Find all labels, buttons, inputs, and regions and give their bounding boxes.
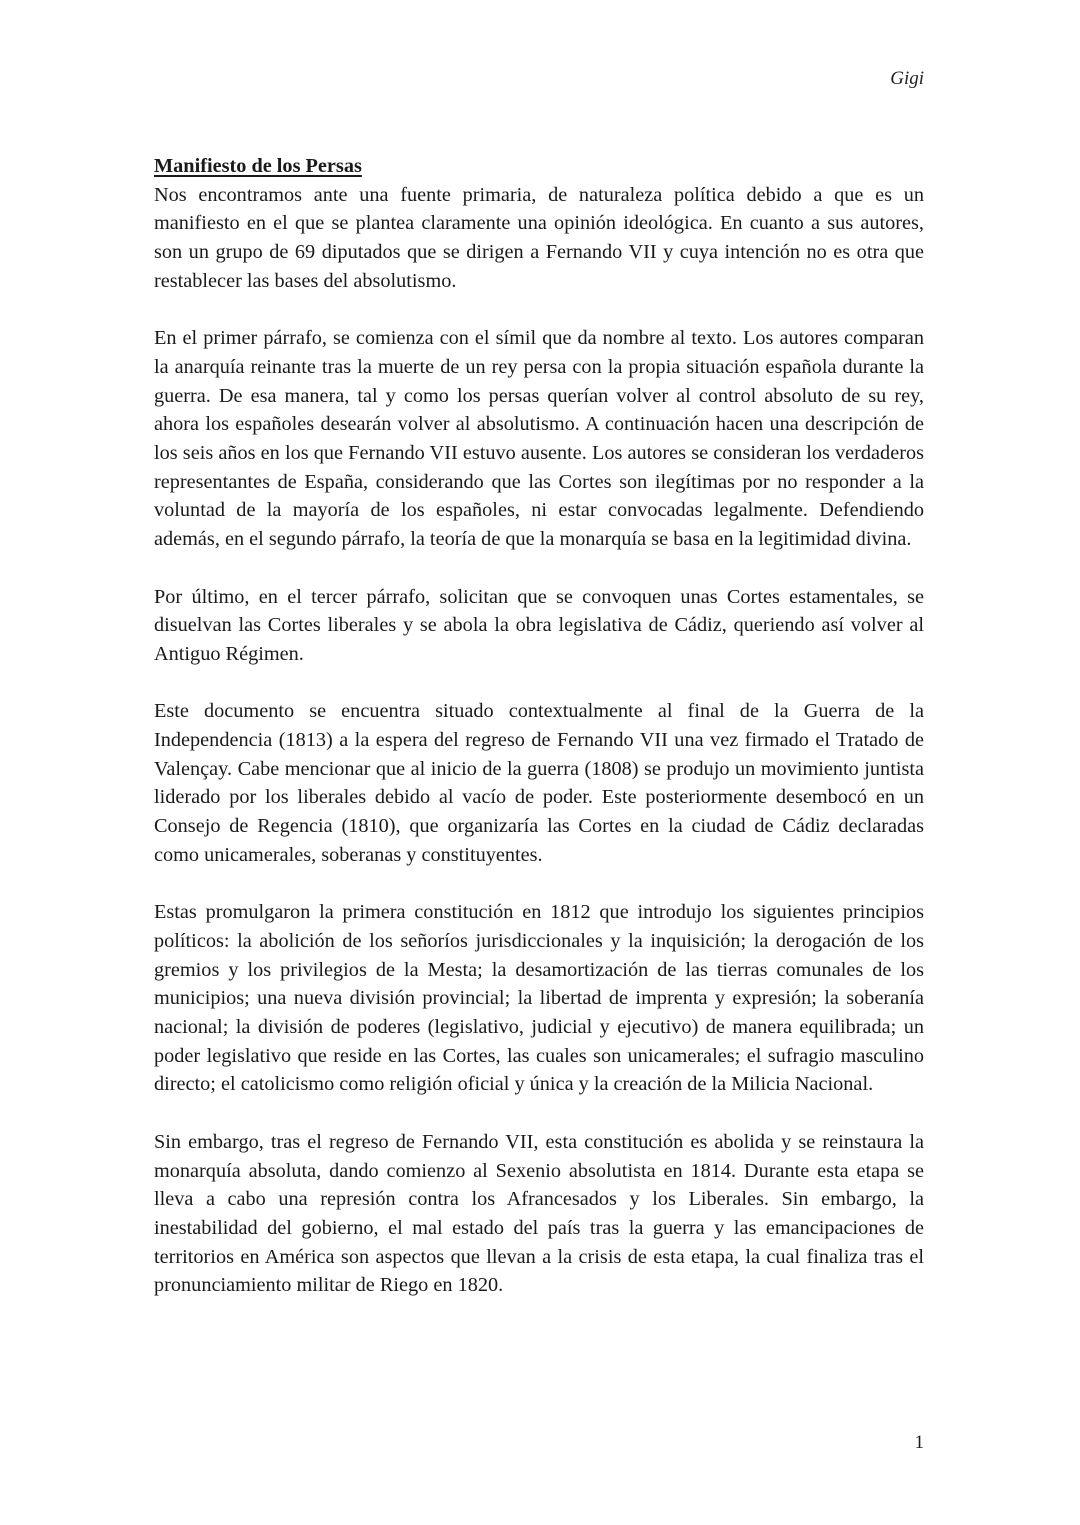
document-body [154, 152, 924, 1329]
paragraph-context: Este documento se encuentra situado contextualmente al final de la Guerra de la Independencia (1813) a la espera del regreso de Fernando VII una vez firmado el Tratado de Valençay. Cabe mencionar que al inicio de la guerra (1808) se produjo un movimiento juntista liderado por los liberales debido al vacío de poder. Este posteriormente desembocó en un Consejo de Regencia (1810), que organizaría las Cortes en la ciudad de Cádiz declaradas como unicamerales, soberanas y constituyentes. [154, 700, 924, 866]
header-author: Gigi [890, 68, 924, 89]
paragraph-conclusion: Sin embargo, tras el regreso de Fernando VII, esta constitución es abolida y se reinstaura la monarquía absoluta, dando comienzo al Sexenio absolutista en 1814. Durante esta etapa se lleva a cabo una represión contra los Afrancesados y los Liberales. Sin embargo, la inestabilidad del gobierno, el mal estado del país tras la guerra y las emancipaciones de territorios en América son aspectos que llevan a la crisis de esta etapa, la cual finaliza tras el pronunciamiento militar de Riego en 1820. [154, 1130, 924, 1297]
paragraph-analysis: En el primer párrafo, se comienza con el símil que da nombre al texto. Los autores comparan la anarquía reinante tras la muerte de un rey persa con la propia situación española durante la guerra. De esa manera, tal y como los persas querían volver al control absoluto de su rey, ahora los españoles desearán volver al absolutismo. A continuación hacen una descripción de los seis años en los que Fernando VII estuvo ausente. Los autores se consideran los verdaderos representantes de España, considerando que las Cortes son ilegítimas por no responder a la voluntad de la mayoría de los españoles, ni estar convocadas legalmente. Defendiendo además, en el segundo párrafo, la teoría de que la monarquía se basa en la legitimidad divina. [154, 327, 924, 551]
paragraph-constitution: Estas promulgaron la primera constitución en 1812 que introdujo los siguientes principios políticos: la abolición de los señoríos jurisdiccionales y la inquisición; la derogación de los gremios y los privilegios de la Mesta; la desamortización de las tierras comunales de los municipios; una nueva división provincial; la libertad de imprenta y expresión; la soberanía nacional; la división de poderes (legislativo, judicial y ejecutivo) de manera equilibrada; un poder legislativo que reside en las Cortes, las cuales son unicamerales; el sufragio masculino directo; el catolicismo como religión oficial y única y la creación de la Milicia Nacional. [154, 901, 924, 1096]
page-number: 1 [914, 1432, 924, 1453]
paragraph-third-section: Por último, en el tercer párrafo, solicitan que se convoquen unas Cortes estamentales, se disuelvan las Cortes liberales y se abola la obra legislativa de Cádiz, queriendo así volver al Antiguo Régimen. [154, 585, 924, 665]
paragraph-intro: Nos encontramos ante una fuente primaria, de naturaleza política debido a que es un manifiesto en el que se plantea claramente una opinión ideológica. En cuanto a sus autores, son un grupo de 69 diputados que se dirigen a Fernando VII y cuya intención no es otra que restablecer las bases del absolutismo. [154, 183, 924, 292]
document-title: Manifiesto de los Persas [154, 155, 362, 177]
